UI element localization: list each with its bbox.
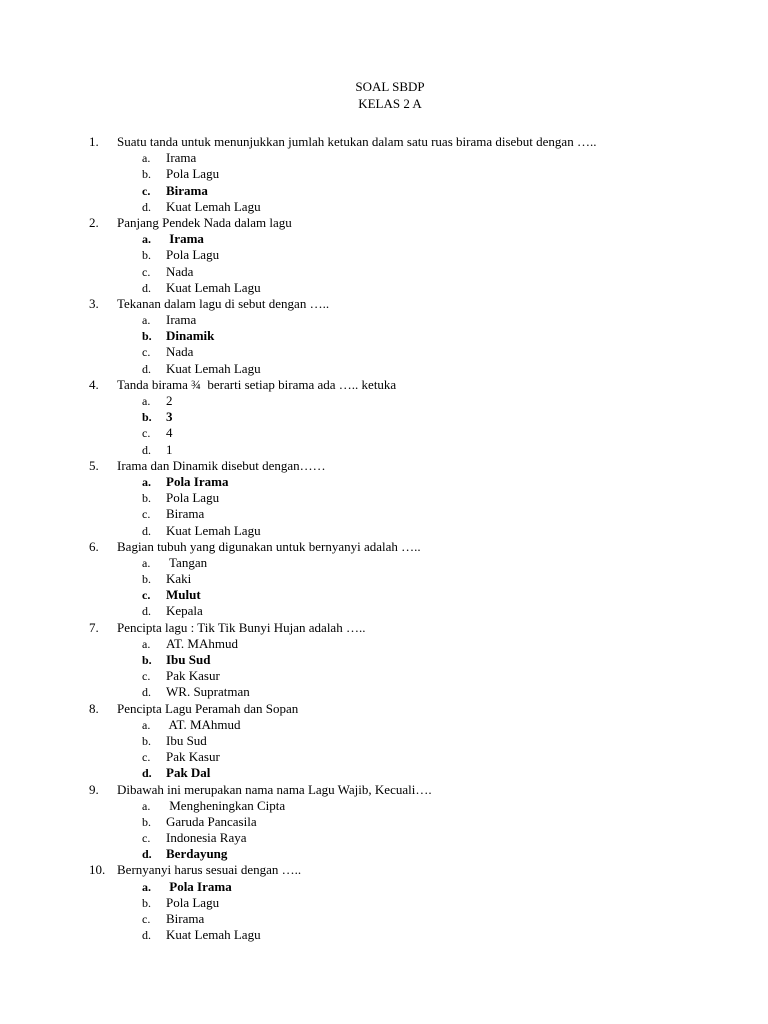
answer-option <box>0 830 768 846</box>
option-text: 4 <box>166 425 173 441</box>
answer-option <box>0 166 768 182</box>
question-text: Pencipta Lagu Peramah dan Sopan <box>117 700 299 716</box>
answer-option <box>0 150 768 166</box>
option-text: Pola Irama <box>166 473 229 489</box>
question-item <box>0 701 768 717</box>
option-text: Pak Kasur <box>166 668 220 684</box>
option-text: Ibu Sud <box>166 652 211 667</box>
option-label: a. <box>142 394 151 408</box>
option-label: b. <box>142 491 151 506</box>
option-label: b. <box>142 410 152 425</box>
option-text: Pola Lagu <box>166 166 220 182</box>
answer-option-correct <box>0 765 768 781</box>
question-text: Tekanan dalam lagu di sebut dengan ….. <box>117 295 330 311</box>
option-text: Tangan <box>166 554 208 570</box>
question-item <box>0 782 768 798</box>
answer-option <box>0 442 768 458</box>
option-label: c. <box>142 831 151 846</box>
option-label: a. <box>142 313 151 328</box>
question-text: Dibawah ini merupakan nama nama Lagu Wajib, Kecuali…. <box>117 781 432 797</box>
question-text: Irama dan Dinamik disebut dengan…… <box>117 457 326 473</box>
option-text: Kuat Lemah Lagu <box>166 522 261 538</box>
question-text: Bagian tubuh yang digunakan untuk bernyanyi adalah ….. <box>117 538 421 554</box>
question-item <box>0 377 768 393</box>
option-text: Kuat Lemah Lagu <box>166 360 261 376</box>
answer-option-correct <box>0 879 768 895</box>
option-text: Irama <box>166 231 204 247</box>
option-label: d. <box>142 847 152 862</box>
answer-option <box>0 895 768 911</box>
option-text: Birama <box>166 506 205 522</box>
option-label: a. <box>142 474 151 489</box>
answer-option <box>0 733 768 749</box>
option-label: a. <box>142 879 151 894</box>
question-list <box>0 134 768 943</box>
question-item <box>0 458 768 474</box>
option-text: Pola Lagu <box>166 247 220 263</box>
question-item <box>0 215 768 231</box>
option-label: b. <box>142 329 152 344</box>
answer-option <box>0 717 768 733</box>
answer-option <box>0 749 768 765</box>
option-text: 1 <box>166 441 173 457</box>
question-text: Pencipta lagu : Tik Tik Bunyi Hujan adalah ….. <box>117 619 366 635</box>
option-label: c. <box>142 588 151 603</box>
option-label: d. <box>142 523 151 538</box>
option-label: d. <box>142 604 151 619</box>
answer-option <box>0 393 768 409</box>
answer-option <box>0 199 768 215</box>
option-label: b. <box>142 248 151 263</box>
option-label: d. <box>142 928 151 943</box>
option-label: b. <box>142 653 152 667</box>
answer-option <box>0 425 768 441</box>
option-label: c. <box>142 264 151 279</box>
answer-option <box>0 668 768 684</box>
option-text: Birama <box>166 182 208 198</box>
answer-option <box>0 603 768 619</box>
option-text: Kaki <box>166 571 192 587</box>
question-item <box>0 620 768 636</box>
answer-option <box>0 312 768 328</box>
answer-option <box>0 684 768 700</box>
option-label: b. <box>142 572 151 587</box>
option-label: d. <box>142 199 151 214</box>
option-label: c. <box>142 750 151 765</box>
option-text: Kuat Lemah Lagu <box>166 279 261 295</box>
option-text: Pola Lagu <box>166 894 220 910</box>
option-label: d. <box>142 442 151 457</box>
option-label: b. <box>142 895 151 910</box>
option-text: Kuat Lemah Lagu <box>166 198 261 214</box>
option-label: b. <box>142 814 151 829</box>
question-number: 9. <box>89 781 99 797</box>
document-header <box>0 79 768 112</box>
question-text: Panjang Pendek Nada dalam lagu <box>117 214 292 230</box>
question-item <box>0 134 768 150</box>
option-text: Ibu Sud <box>166 732 207 748</box>
answer-option <box>0 798 768 814</box>
option-text: Pak Dal <box>166 765 211 781</box>
option-label: a. <box>142 232 151 247</box>
option-label: b. <box>142 733 151 748</box>
answer-option-correct <box>0 474 768 490</box>
option-text: Nada <box>166 263 194 279</box>
question-text: Bernyanyi harus sesuai dengan ….. <box>117 862 302 878</box>
question-text: Suatu tanda untuk menunjukkan jumlah ketukan dalam satu ruas birama disebut dengan ….. <box>117 134 597 149</box>
answer-option <box>0 555 768 571</box>
question-number: 5. <box>89 457 99 473</box>
option-text: Garuda Pancasila <box>166 813 257 829</box>
question-number: 3. <box>89 295 99 311</box>
option-text: Kuat Lemah Lagu <box>166 927 261 943</box>
question-number: 10. <box>89 862 106 878</box>
option-text: Irama <box>166 312 197 328</box>
option-label: c. <box>142 426 151 441</box>
answer-option <box>0 814 768 830</box>
answer-option-correct <box>0 846 768 862</box>
answer-option <box>0 523 768 539</box>
answer-option <box>0 344 768 360</box>
question-number: 7. <box>89 619 99 635</box>
question-number: 1. <box>89 134 99 149</box>
question-number: 4. <box>89 376 99 392</box>
question-item <box>0 296 768 312</box>
option-label: c. <box>142 912 151 926</box>
option-label: c. <box>142 183 151 198</box>
answer-option <box>0 506 768 522</box>
option-text: Pola Irama <box>166 878 232 894</box>
answer-option <box>0 264 768 280</box>
option-text: 2 <box>166 393 173 408</box>
option-text: Berdayung <box>166 846 228 862</box>
answer-option-correct <box>0 652 768 668</box>
option-label: b. <box>142 167 151 182</box>
document-title: SOAL SBDP <box>355 79 425 94</box>
question-number: 8. <box>89 700 99 716</box>
answer-option <box>0 247 768 263</box>
answer-option <box>0 490 768 506</box>
option-text: AT. MAhmud <box>166 716 241 732</box>
option-label: d. <box>142 280 151 295</box>
option-label: c. <box>142 345 151 360</box>
question-text: Tanda birama ¾ berarti setiap birama ada ….. ketuka <box>117 376 397 392</box>
document-subtitle: KELAS 2 A <box>358 95 422 111</box>
option-text: Nada <box>166 344 194 360</box>
question-number: 2. <box>89 214 99 230</box>
option-label: a. <box>142 717 151 732</box>
option-label: d. <box>142 766 152 781</box>
answer-option-correct <box>0 183 768 199</box>
option-text: Dinamik <box>166 328 215 344</box>
option-label: a. <box>142 636 151 651</box>
option-label: a. <box>142 151 151 166</box>
question-item <box>0 539 768 555</box>
question-number: 6. <box>89 538 99 554</box>
answer-option-correct <box>0 587 768 603</box>
answer-option <box>0 927 768 943</box>
option-label: a. <box>142 555 151 570</box>
option-text: Mengheningkan Cipta <box>166 797 286 813</box>
question-item <box>0 862 768 878</box>
option-text: Irama <box>166 150 197 166</box>
answer-option <box>0 280 768 296</box>
option-label: d. <box>142 685 151 700</box>
answer-option <box>0 361 768 377</box>
option-label: a. <box>142 798 151 813</box>
option-text: Kepala <box>166 603 203 619</box>
option-text: AT. MAhmud <box>166 635 238 651</box>
option-text: 3 <box>166 409 173 425</box>
answer-option-correct <box>0 231 768 247</box>
option-text: Birama <box>166 911 205 926</box>
option-text: Mulut <box>166 587 201 603</box>
answer-option-correct <box>0 328 768 344</box>
answer-option <box>0 636 768 652</box>
answer-option <box>0 571 768 587</box>
option-text: Indonesia Raya <box>166 830 247 846</box>
option-text: Pola Lagu <box>166 490 220 506</box>
option-label: c. <box>142 669 151 684</box>
option-text: Pak Kasur <box>166 749 220 765</box>
option-label: c. <box>142 507 151 522</box>
option-label: d. <box>142 361 151 376</box>
answer-option-correct <box>0 409 768 425</box>
answer-option <box>0 911 768 927</box>
option-text: WR. Supratman <box>166 684 250 700</box>
